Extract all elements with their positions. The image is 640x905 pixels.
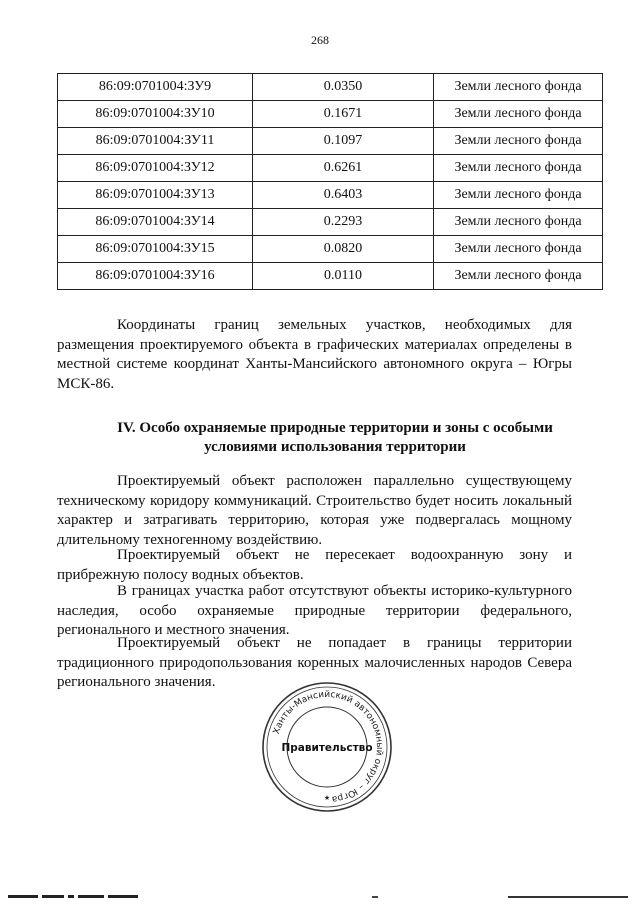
land-category-cell: Земли лесного фонда — [434, 209, 603, 236]
land-category-cell: Земли лесного фонда — [434, 101, 603, 128]
section-heading-line-2: условиями использования территории — [204, 439, 466, 455]
cadastral-number-cell: 86:09:0701004:ЗУ16 — [58, 263, 253, 290]
land-category-cell: Земли лесного фонда — [434, 128, 603, 155]
scan-mark — [78, 895, 104, 898]
table-row — [58, 74, 603, 101]
land-category-cell: Земли лесного фонда — [434, 74, 603, 101]
cadastral-number-cell: 86:09:0701004:ЗУ9 — [58, 74, 253, 101]
cadastral-number-cell: 86:09:0701004:ЗУ12 — [58, 155, 253, 182]
area-cell: 0.0820 — [253, 236, 434, 263]
paragraph-text: Проектируемый объект не пересекает водоохранную зону и прибрежную полосу водных объектов. — [57, 547, 572, 583]
paragraph-text: Проектируемый объект расположен параллельно существующему техническому коридору коммуникаций. Строительство будет носить локальный характер и затрагивать территорию, которая уже подвергалась мощному длительному техногенному воздействию. — [57, 473, 572, 548]
section-heading — [110, 419, 560, 457]
table-row — [58, 236, 603, 263]
scan-mark — [68, 895, 74, 898]
area-cell: 0.1097 — [253, 128, 434, 155]
land-category-cell: Земли лесного фонда — [434, 263, 603, 290]
seal-graphic — [260, 680, 394, 814]
cadastral-number-cell: 86:09:0701004:ЗУ13 — [58, 182, 253, 209]
page-number: 268 — [311, 33, 329, 47]
scan-mark — [8, 895, 38, 898]
seal-center-text: Правительство — [281, 742, 373, 754]
scan-mark — [42, 895, 64, 898]
area-cell: 0.6261 — [253, 155, 434, 182]
seal-star-icon: ★ — [323, 794, 331, 802]
scan-mark — [372, 896, 378, 898]
parcels-table — [57, 73, 603, 290]
table-row — [58, 182, 603, 209]
table-row — [58, 101, 603, 128]
cadastral-number-cell: 86:09:0701004:ЗУ14 — [58, 209, 253, 236]
paragraph-text: Проектируемый объект не попадает в границы территории традиционного природопользования коренных малочисленных народов Севера регионального значения. — [57, 635, 572, 690]
table-row — [58, 263, 603, 290]
paragraph-text: В границах участка работ отсутствуют объекты историко-культурного наследия, особо охраняемые природные территории федерального, регионального и местного значения. — [57, 583, 572, 638]
land-category-cell: Земли лесного фонда — [434, 155, 603, 182]
table-row — [58, 128, 603, 155]
seal-ring-text-path: Ханты-Мансийский автономный округ – Югра — [271, 689, 385, 804]
scan-mark — [508, 896, 628, 898]
cadastral-number-cell: 86:09:0701004:ЗУ15 — [58, 236, 253, 263]
section-paragraph — [57, 582, 572, 641]
area-cell: 0.0110 — [253, 263, 434, 290]
official-seal — [260, 680, 394, 814]
coordinates-text: Координаты границ земельных участков, необходимых для размещения проектируемого объекта в графических материалах определены в местной системе координат Ханты-Мансийского автономного округа – Югры МСК-86. — [57, 317, 572, 392]
section-paragraph — [57, 546, 572, 585]
land-category-cell: Земли лесного фонда — [434, 236, 603, 263]
land-category-cell: Земли лесного фонда — [434, 182, 603, 209]
area-cell: 0.2293 — [253, 209, 434, 236]
section-paragraph — [57, 472, 572, 550]
cadastral-number-cell: 86:09:0701004:ЗУ11 — [58, 128, 253, 155]
area-cell: 0.6403 — [253, 182, 434, 209]
table-row — [58, 209, 603, 236]
area-cell: 0.1671 — [253, 101, 434, 128]
scan-bottom-marks — [8, 893, 628, 903]
area-cell: 0.0350 — [253, 74, 434, 101]
table-row — [58, 155, 603, 182]
cadastral-number-cell: 86:09:0701004:ЗУ10 — [58, 101, 253, 128]
coordinates-paragraph — [57, 316, 572, 394]
scan-mark — [108, 895, 138, 898]
section-heading-line-1: IV. Особо охраняемые природные территории и зоны с особыми — [117, 420, 553, 436]
parcels-table-body — [58, 74, 603, 290]
